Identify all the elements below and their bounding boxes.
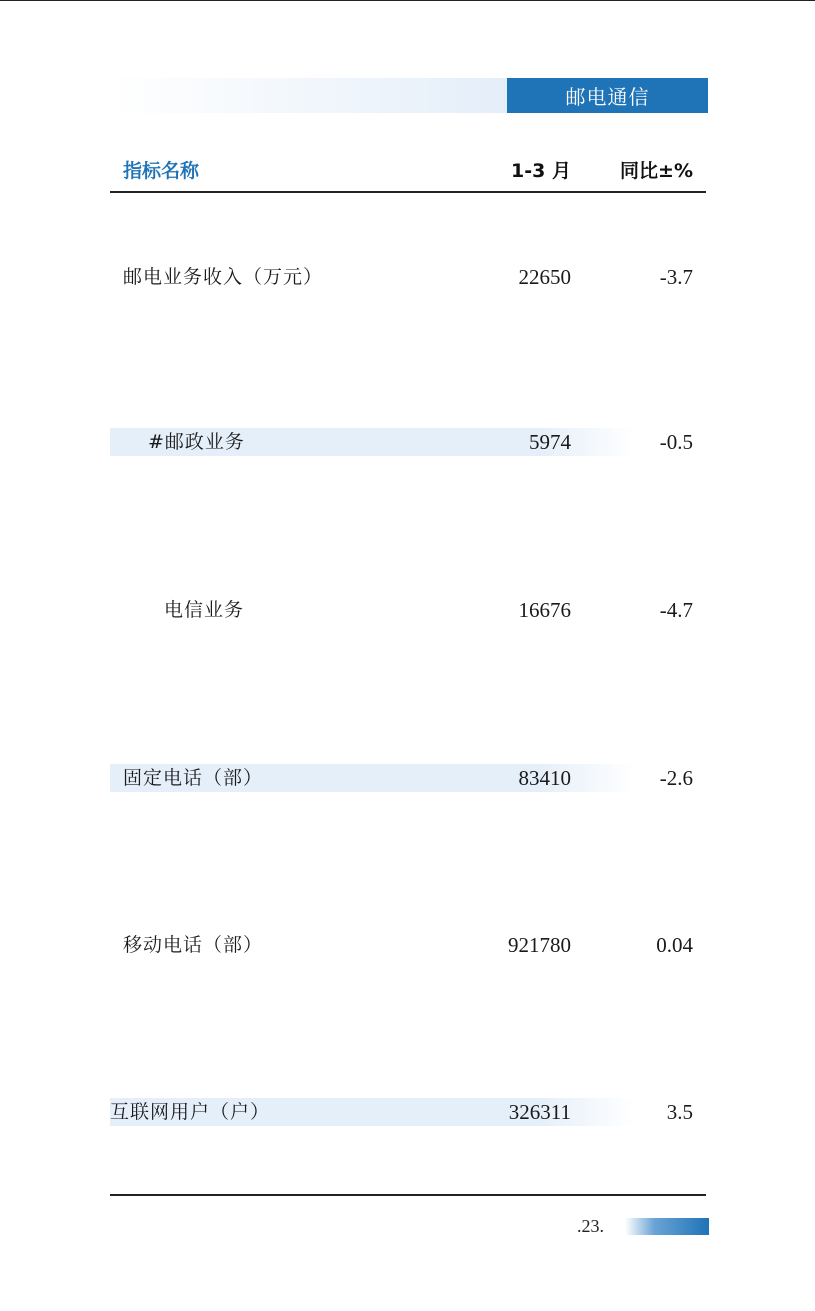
footer-rule <box>110 1194 706 1196</box>
row-change: 3.5 <box>666 1100 693 1124</box>
row-value: 83410 <box>518 766 571 790</box>
row-change: -2.6 <box>659 766 693 790</box>
row-value: 16676 <box>518 598 571 622</box>
row-label: #邮政业务 <box>148 431 245 453</box>
header-rule <box>110 191 706 193</box>
row-label: 移动电话（部） <box>123 934 264 956</box>
column-header-name: 指标名称 <box>123 160 200 182</box>
table-row <box>110 1098 706 1126</box>
row-label: 邮电业务收入（万元） <box>123 266 324 288</box>
column-header-yoy: 同比±% <box>620 160 693 182</box>
table-row <box>110 263 706 291</box>
column-header-period: 1-3 月 <box>511 160 571 182</box>
table-row <box>110 931 706 959</box>
top-rule <box>0 0 815 1</box>
page-number: .23. <box>577 1216 604 1236</box>
row-value: 5974 <box>529 430 571 454</box>
row-change: -0.5 <box>659 430 693 454</box>
page-number-bar <box>625 1218 709 1235</box>
row-change: 0.04 <box>656 933 693 957</box>
row-change: -3.7 <box>659 265 693 289</box>
row-label: 固定电话（部） <box>123 767 264 789</box>
row-label: 电信业务 <box>164 599 245 621</box>
header-gradient-band <box>110 78 507 113</box>
section-title: 邮电通信 <box>507 78 708 113</box>
row-value: 22650 <box>518 265 571 289</box>
table-row <box>110 428 706 456</box>
row-change: -4.7 <box>659 598 693 622</box>
row-value: 921780 <box>508 933 571 957</box>
row-label: 互联网用户（户） <box>110 1101 271 1123</box>
table-row <box>110 764 706 792</box>
table-row <box>110 596 706 624</box>
row-value: 326311 <box>508 1100 571 1124</box>
